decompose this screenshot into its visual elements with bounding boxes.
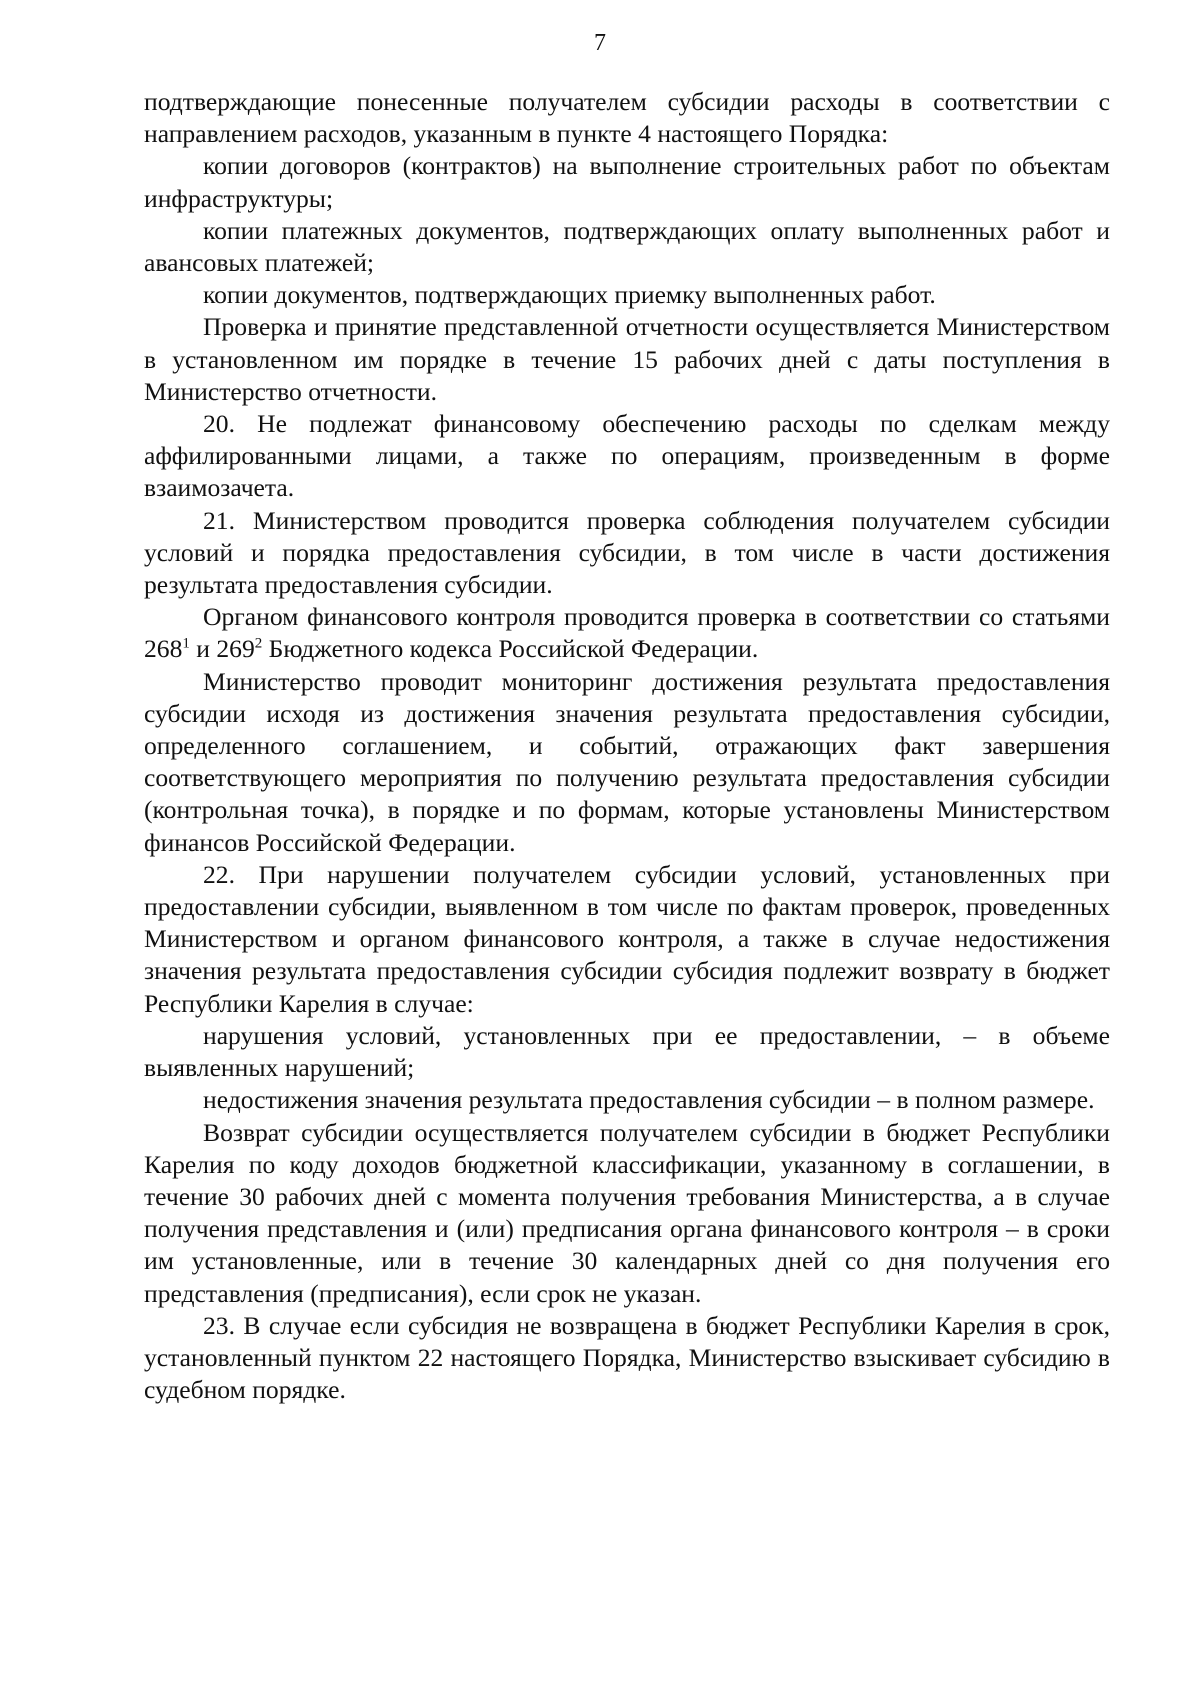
text-segment: и 269 xyxy=(189,634,255,664)
paragraph: нарушения условий, установленных при ее предоставлении, – в объеме выявленных нарушений; xyxy=(144,1020,1110,1083)
paragraph: копии документов, подтверждающих приемку выполненных работ. xyxy=(203,280,936,310)
paragraph xyxy=(144,601,1110,665)
superscript: 1 xyxy=(182,635,190,652)
paragraph: 21. Министерством проводится проверка соблюдения получателем субсидии условий и порядка предоставления субсидии, в том числе в части достижения результата предоставления субсидии. xyxy=(144,505,1110,600)
paragraph: Возврат субсидии осуществляется получателем субсидии в бюджет Республики Карелия по коду доходов бюджетной классификации, указанному в соглашении, в течение 30 рабочих дней с момента получения требования Министерства, а в случае получения представления и (или) предписания органа финансового контроля – в сроки им установленные, или в течение 30 календарных дней со дня получения его представления (предписания), если срок не указан. xyxy=(144,1117,1110,1308)
text-segment: Бюджетного кодекса Российской Федерации. xyxy=(262,634,759,664)
paragraph: 23. В случае если субсидия не возвращена в бюджет Республики Карелия в срок, установленный пунктом 22 настоящего Порядка, Министерство взыскивает субсидию в судебном порядке. xyxy=(144,1310,1110,1405)
paragraph: недостижения значения результата предоставления субсидии – в полном размере. xyxy=(203,1085,1095,1115)
paragraph: копии платежных документов, подтверждающих оплату выполненных работ и авансовых платежей; xyxy=(144,215,1110,278)
paragraph: 22. При нарушении получателем субсидии условий, установленных при предоставлении субсидии, выявленном в том числе по фактам проверок, проведенных Министерством и органом финансового контроля, а также в случае недостижения значения результата предоставления субсидии субсидия подлежит возврату в бюджет Республики Карелия в случае: xyxy=(144,859,1110,1018)
superscript: 2 xyxy=(254,635,263,652)
paragraph: Министерство проводит мониторинг достижения результата предоставления субсидии исходя из достижения значения результата предоставления субсидии, определенного соглашением, и событий, отражающих факт завершения соответствующего мероприятия по получению результата предоставления субсидии (контрольная точка), в порядке и по формам, которые установлены Министерством финансов Российской Федерации. xyxy=(144,666,1110,857)
paragraph: копии договоров (контрактов) на выполнение строительных работ по объектам инфраструктуры; xyxy=(144,151,1110,213)
paragraph: Проверка и принятие представленной отчетности осуществляется Министерством в установленном им порядке в течение 15 рабочих дней с даты поступления в Министерство отчетности. xyxy=(144,312,1110,406)
document-body xyxy=(144,86,1110,1406)
page-number: 7 xyxy=(594,30,606,56)
text-segment: Органом финансового контроля проводится проверка в соответствии со статьями 268 xyxy=(144,602,1110,664)
paragraph: подтверждающие понесенные получателем субсидии расходы в соответствии с направлением расходов, указанным в пункте 4 настоящего Порядка: xyxy=(144,87,1110,149)
paragraph: 20. Не подлежат финансовому обеспечению расходы по сделкам между аффилированными лицами, а также по операциям, произведенным в форме взаимозачета. xyxy=(144,409,1110,503)
